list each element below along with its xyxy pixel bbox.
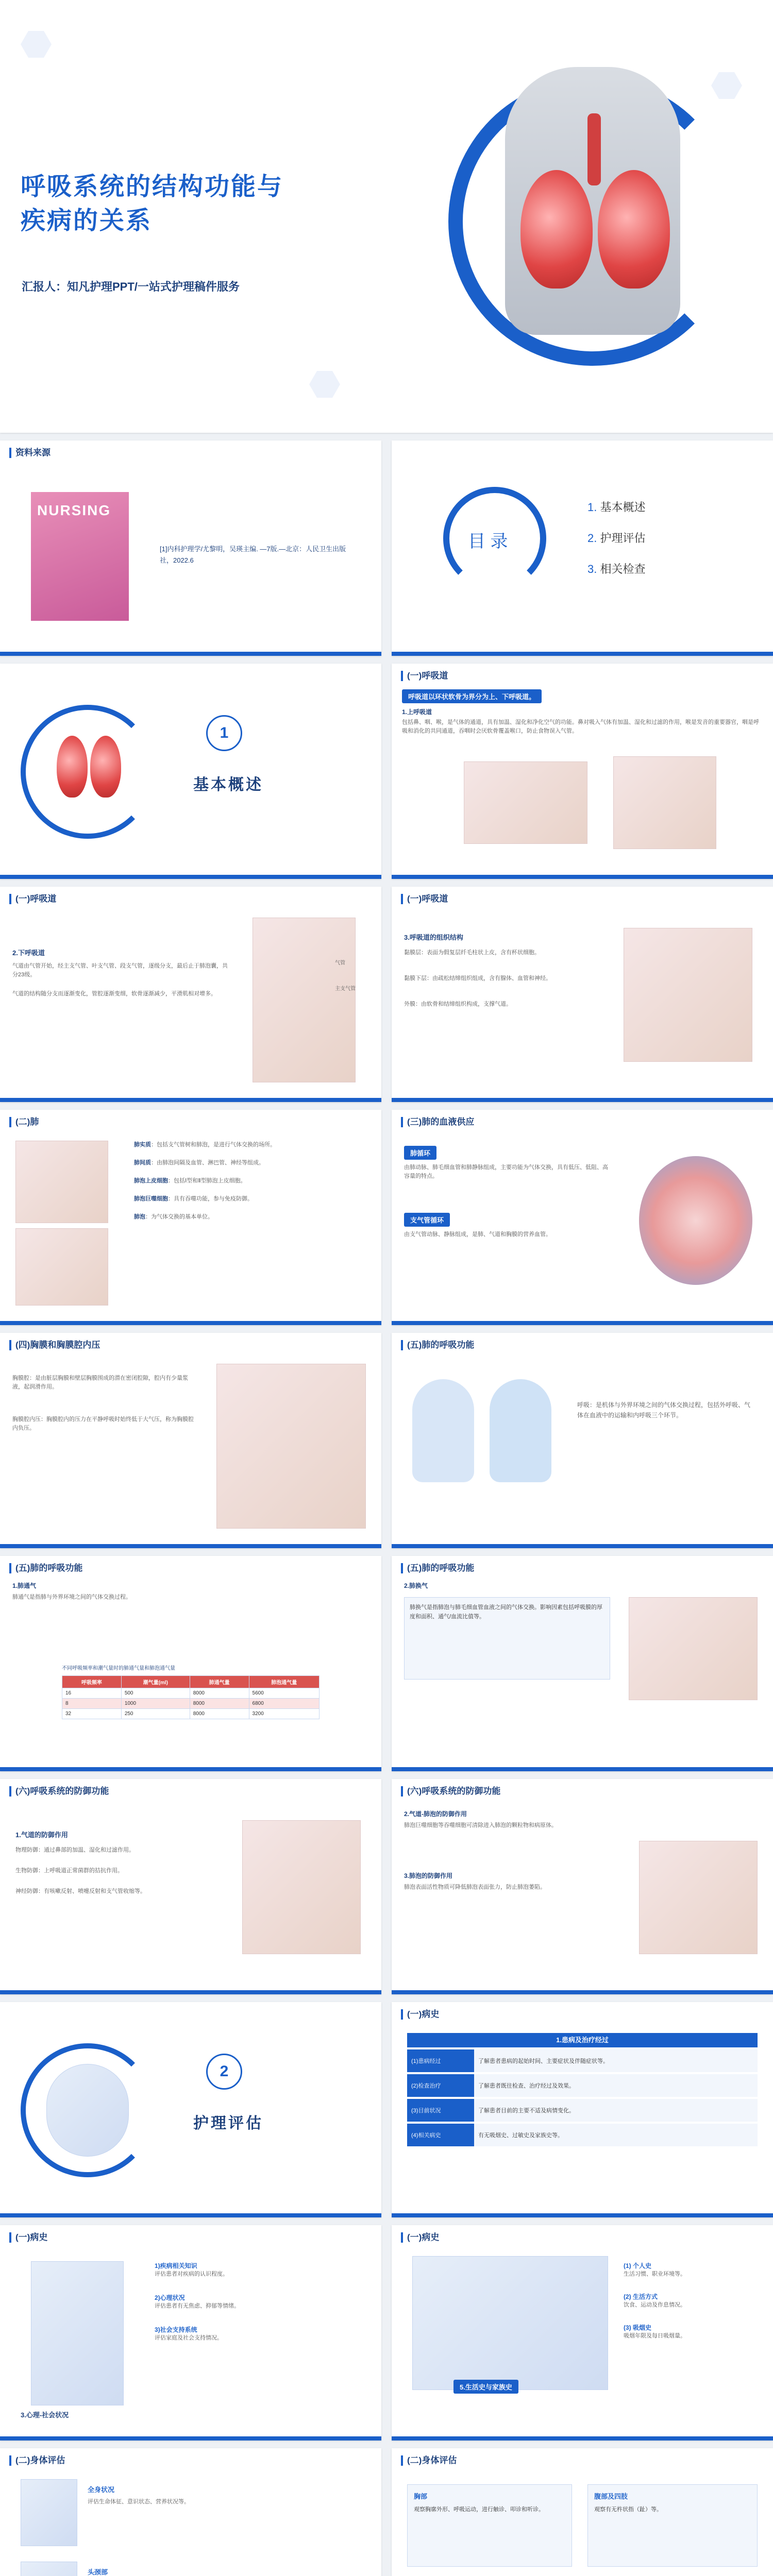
gas-exchange-slide bbox=[392, 1556, 773, 1771]
body-text: 胸膜腔：是由脏层胸膜和壁层胸膜围成的潜在密闭腔隙，腔内有少量浆液，起润滑作用。 bbox=[12, 1375, 188, 1390]
slide-bottom-bar bbox=[392, 2213, 773, 2217]
hexagon-decoration bbox=[309, 371, 340, 398]
pleura-diagram-image bbox=[216, 1364, 366, 1529]
list-item: 肺实质：包括支气管树和肺泡，是进行气体交换的场所。 bbox=[134, 1142, 276, 1148]
slide-bottom-bar bbox=[392, 1321, 773, 1325]
toc-title: 目 录 bbox=[468, 532, 508, 551]
diagram-label: 气管 bbox=[335, 960, 345, 966]
left-lung-image bbox=[520, 170, 593, 289]
info-box: 胸部 观察胸廓外形、呼吸运动，进行触诊、叩诊和听诊。 bbox=[407, 2484, 572, 2567]
assessment-image bbox=[21, 2562, 77, 2576]
list-item: 肺泡：为气体交换的基本单位。 bbox=[134, 1214, 213, 1220]
slide-bottom-bar bbox=[0, 1767, 381, 1771]
list-item: 物理防御：通过鼻部的加温、湿化和过滤作用。 bbox=[15, 1847, 135, 1853]
table-row: (2)检查治疗 了解患者既往检查、治疗经过及效果。 bbox=[407, 2074, 758, 2097]
lower-airway-slide bbox=[0, 887, 381, 1102]
slide-bottom-bar bbox=[0, 1098, 381, 1102]
diagram-label: 主支气管 bbox=[335, 986, 356, 992]
list-item: 肺泡巨噬细胞：具有吞噬功能，参与免疫防御。 bbox=[134, 1196, 253, 1202]
slide-bottom-bar bbox=[392, 2436, 773, 2441]
toc-list bbox=[587, 492, 646, 585]
center-label: 3.心理-社会状况 bbox=[21, 2411, 69, 2419]
list-item: 1)疾病相关知识 评估患者对疾病的认识程度。 bbox=[155, 2262, 228, 2277]
body-text: 肺泡巨噬细胞等吞噬细胞可清除进入肺泡的颗粒物和病原体。 bbox=[404, 1822, 557, 1828]
slide-bottom-bar bbox=[0, 1990, 381, 1994]
section-slide-2 bbox=[0, 2002, 381, 2217]
section-slide-1 bbox=[0, 664, 381, 879]
slide-header: (五)肺的呼吸功能 bbox=[9, 1563, 82, 1573]
slide-bottom-bar bbox=[0, 1321, 381, 1325]
slide-header: (三)肺的血液供应 bbox=[401, 1117, 474, 1127]
list-item: 黏膜层：表面为假复层纤毛柱状上皮，含有杯状细胞。 bbox=[404, 950, 540, 956]
list-item: 肺泡上皮细胞：包括Ⅰ型和Ⅱ型肺泡上皮细胞。 bbox=[134, 1178, 246, 1184]
throat-diagram-image bbox=[613, 756, 716, 849]
sub-heading: 2.下呼吸道 bbox=[12, 949, 45, 957]
blood-supply-slide bbox=[392, 1110, 773, 1325]
slide-header: (四)胸膜和胸膜腔内压 bbox=[9, 1340, 100, 1350]
list-item: 神经防御：有咳嗽反射、喷嚏反射和支气管收缩等。 bbox=[15, 1888, 146, 1894]
table-header-row: 呼吸频率 潮气量(ml) 肺通气量 肺泡通气量 bbox=[62, 1676, 320, 1688]
list-item: 3)社会支持系统 评估家庭及社会支持情况。 bbox=[155, 2326, 223, 2341]
sub-heading: 3.肺泡的防御作用 bbox=[404, 1872, 453, 1879]
body-text: 气道由气管开始，经主支气管、叶支气管、段支气管，逐级分支，最后止于肺泡囊，共分23级。 bbox=[12, 963, 228, 978]
trachea-image bbox=[587, 113, 601, 185]
table-title: 不同呼吸频率和潮气量时的肺通气量和肺泡通气量 bbox=[62, 1666, 175, 1671]
table-row: (1)患病经过 了解患者患病的起始时间、主要症状及伴随症状等。 bbox=[407, 2049, 758, 2072]
toc-slide bbox=[392, 440, 773, 656]
physical-slide-2 bbox=[392, 2448, 773, 2576]
info-card: 头颈部 bbox=[88, 2568, 108, 2576]
slide-bottom-bar bbox=[392, 875, 773, 879]
doctor-image bbox=[46, 2064, 129, 2157]
person-illustration bbox=[412, 1379, 474, 1482]
bronchial-tree-image bbox=[253, 918, 356, 1082]
lung-anatomy-image bbox=[15, 1141, 108, 1223]
sub-heading: 1.肺通气 bbox=[12, 1582, 37, 1589]
physical-slide-1 bbox=[0, 2448, 381, 2576]
list-item: 2)心理状况 评估患者有无焦虑、抑郁等情绪。 bbox=[155, 2294, 240, 2309]
sub-heading: 1.上呼吸道 bbox=[402, 708, 432, 716]
body-text: 肺泡表面活性物质可降低肺泡表面张力，防止肺泡萎陷。 bbox=[404, 1884, 546, 1890]
highlight-pill: 呼吸道以环状软骨为界分为上、下呼吸道。 bbox=[402, 689, 542, 703]
list-item: (3) 吸烟史 吸烟年限及每日吸烟量。 bbox=[624, 2324, 686, 2339]
hexagon-decoration bbox=[21, 31, 52, 58]
section-title: 基本概述 bbox=[193, 776, 263, 793]
info-card: 全身状况 评估生命体征、意识状态、营养状况等。 bbox=[88, 2486, 190, 2505]
history3-list bbox=[624, 2261, 758, 2354]
sub-heading: 1.气道的防御作用 bbox=[15, 1831, 68, 1839]
sub-heading: 3.呼吸道的组织结构 bbox=[404, 934, 463, 941]
list-item: 外膜：由软骨和结缔组织构成，支撑气道。 bbox=[404, 1001, 512, 1007]
ventilation-table bbox=[62, 1675, 320, 1719]
lung-list bbox=[134, 1141, 366, 1231]
toc-item[interactable]: 3. 相关检查 bbox=[587, 563, 646, 575]
slide-bottom-bar bbox=[0, 652, 381, 656]
list-item: 肺间质：由肺泡间隔及血管、淋巴管、神经等组成。 bbox=[134, 1160, 264, 1166]
info-box: 腹部及四肢 观察有无杵状指（趾）等。 bbox=[587, 2484, 758, 2567]
body-text: 包括鼻、咽、喉，是气体的通道，具有加温、湿化和净化空气的功能。鼻对吸入气体有加温、湿化和过滤的作用，喉是发音的重要器官，咽是呼吸和消化的共同通道，吞咽时会厌软骨覆盖喉口，防止食物误入气管。 bbox=[402, 719, 759, 734]
table-row: (3)目前状况 了解患者目前的主要不适及病情变化。 bbox=[407, 2099, 758, 2122]
book-cover-text: NURSING bbox=[37, 502, 111, 518]
doctor-image bbox=[31, 2261, 124, 2405]
table-row: 8 1000 8000 6800 bbox=[62, 1699, 320, 1709]
slide-bottom-bar bbox=[392, 1990, 773, 1994]
slide-header: (二)肺 bbox=[9, 1117, 39, 1127]
history2-list bbox=[155, 2261, 361, 2357]
consultation-image bbox=[412, 2256, 608, 2390]
toc-item[interactable]: 1. 基本概述 bbox=[587, 501, 646, 514]
slide-header: (一)病史 bbox=[401, 2232, 439, 2243]
slide-header: 资料来源 bbox=[9, 448, 51, 458]
table-row: 16 500 8000 5600 bbox=[62, 1688, 320, 1699]
source-slide bbox=[0, 440, 381, 656]
slide-header: (六)呼吸系统的防御功能 bbox=[401, 1786, 500, 1797]
table-row: 32 250 8000 3200 bbox=[62, 1709, 320, 1719]
slide-bottom-bar bbox=[0, 2436, 381, 2441]
info-box bbox=[404, 1597, 610, 1680]
pleura-slide bbox=[0, 1333, 381, 1548]
slide-header: (一)病史 bbox=[401, 2009, 439, 2020]
slide-header: (五)肺的呼吸功能 bbox=[401, 1340, 474, 1350]
slide-header: (二)身体评估 bbox=[401, 2455, 457, 2466]
lung-slide bbox=[0, 1110, 381, 1325]
tag-pill: 肺循环 bbox=[404, 1146, 436, 1160]
slide-bottom-bar bbox=[0, 1544, 381, 1548]
history-table bbox=[407, 2049, 758, 2148]
reference-text: [1]内科护理学/尤黎明，吴瑛主编. —7版.—北京：人民卫生出版社，2022.6 bbox=[160, 545, 346, 564]
body-text: 呼吸：是机体与外界环境之间的气体交换过程，包括外呼吸、气体在血液中的运输和内呼吸三个环节。 bbox=[577, 1401, 751, 1419]
bronchi-defense-image bbox=[639, 1841, 758, 1954]
tag-pill: 支气管循环 bbox=[404, 1213, 450, 1227]
right-lung-image bbox=[598, 170, 670, 289]
body-text: 气道的结构随分支而逐渐变化，管腔逐渐变细，软骨逐渐减少，平滑肌相对增多。 bbox=[12, 991, 216, 997]
cover-slide bbox=[0, 0, 773, 433]
slide-header: (一)呼吸道 bbox=[9, 894, 56, 904]
slide-header: (五)肺的呼吸功能 bbox=[401, 1563, 474, 1573]
slide-header: (六)呼吸系统的防御功能 bbox=[9, 1786, 109, 1797]
cover-reporter: 汇报人：知凡护理PPT/一站式护理稿件服务 bbox=[22, 280, 240, 293]
nasal-diagram-image bbox=[464, 761, 587, 844]
cover-title bbox=[21, 170, 283, 238]
list-item: (2) 生活方式 饮食、运动及作息情况。 bbox=[624, 2293, 686, 2308]
slide-header: (二)身体评估 bbox=[9, 2455, 65, 2466]
alveoli-image bbox=[15, 1228, 108, 1306]
sub-heading: 2.肺换气 bbox=[404, 1582, 428, 1589]
history-slide-2 bbox=[0, 2225, 381, 2441]
slide-header: (一)呼吸道 bbox=[401, 671, 448, 681]
sub-heading: 2.气道-肺泡的防御作用 bbox=[404, 1810, 467, 1818]
hexagon-decoration bbox=[711, 72, 742, 99]
ventilation-slide bbox=[0, 1556, 381, 1771]
slide-bottom-bar bbox=[392, 652, 773, 656]
airway-structure-slide bbox=[392, 887, 773, 1102]
history-slide-3 bbox=[392, 2225, 773, 2441]
section-title: 护理评估 bbox=[193, 2115, 263, 2132]
defense-slide-2 bbox=[392, 1779, 773, 1994]
lung-image bbox=[90, 736, 121, 798]
slide-bottom-bar bbox=[0, 875, 381, 879]
defense-slide-1 bbox=[0, 1779, 381, 1994]
body-text: 由肺动脉、肺毛细血管和肺静脉组成，主要功能为气体交换，具有低压、低阻、高容量的特点。 bbox=[404, 1164, 608, 1179]
upper-airway-slide bbox=[392, 664, 773, 879]
book-cover-image bbox=[31, 492, 129, 621]
alveolar-exchange-image bbox=[629, 1597, 758, 1700]
table-row: (4)相关病史 有无吸烟史、过敏史及家族史等。 bbox=[407, 2124, 758, 2146]
table-title: 1.患病及治疗经过 bbox=[407, 2033, 758, 2047]
ring-decoration bbox=[21, 705, 155, 839]
circulation-diagram-image bbox=[639, 1156, 752, 1285]
slide-bottom-bar bbox=[392, 1098, 773, 1102]
assessment-image bbox=[21, 2479, 77, 2546]
slide-bottom-bar bbox=[392, 1544, 773, 1548]
list-item: 生物防御：上呼吸道正常菌群的拮抗作用。 bbox=[15, 1868, 123, 1874]
toc-item[interactable]: 2. 护理评估 bbox=[587, 532, 646, 545]
breathing-slide bbox=[392, 1333, 773, 1548]
cover-title-line1: 呼吸系统的结构功能与 bbox=[21, 173, 284, 200]
slide-header: (一)呼吸道 bbox=[401, 894, 448, 904]
person-illustration bbox=[490, 1379, 551, 1482]
slide-bottom-bar bbox=[0, 2213, 381, 2217]
body-text: 胸膜腔内压：胸膜腔内的压力在平静呼吸时始终低于大气压，称为胸膜腔内负压。 bbox=[12, 1416, 194, 1431]
cover-title-line2: 疾病的关系 bbox=[21, 207, 153, 234]
list-item: 黏膜下层：由疏松结缔组织组成，含有腺体、血管和神经。 bbox=[404, 975, 551, 981]
center-label: 5.生活史与家族史 bbox=[453, 2380, 518, 2394]
airway-diagram-image bbox=[624, 928, 752, 1062]
head-airway-image bbox=[242, 1820, 361, 1954]
history-slide-1 bbox=[392, 2002, 773, 2217]
list-item: (1) 个人史 生活习惯、职业环境等。 bbox=[624, 2262, 686, 2277]
section-number: 2 bbox=[206, 2054, 242, 2090]
slide-header: (一)病史 bbox=[9, 2232, 47, 2243]
body-text: 由支气管动脉、静脉组成，是肺、气道和胸膜的营养血管。 bbox=[404, 1231, 551, 1238]
section-number: 1 bbox=[206, 715, 242, 751]
slide-bottom-bar bbox=[392, 1767, 773, 1771]
lung-image bbox=[57, 736, 88, 798]
body-text: 肺通气是指肺与外界环境之间的气体交换过程。 bbox=[12, 1594, 131, 1600]
body-text: 肺换气是指肺泡与肺毛细血管血液之间的气体交换。影响因素包括呼吸膜的厚度和面积、通气/血流比值等。 bbox=[410, 1604, 602, 1620]
